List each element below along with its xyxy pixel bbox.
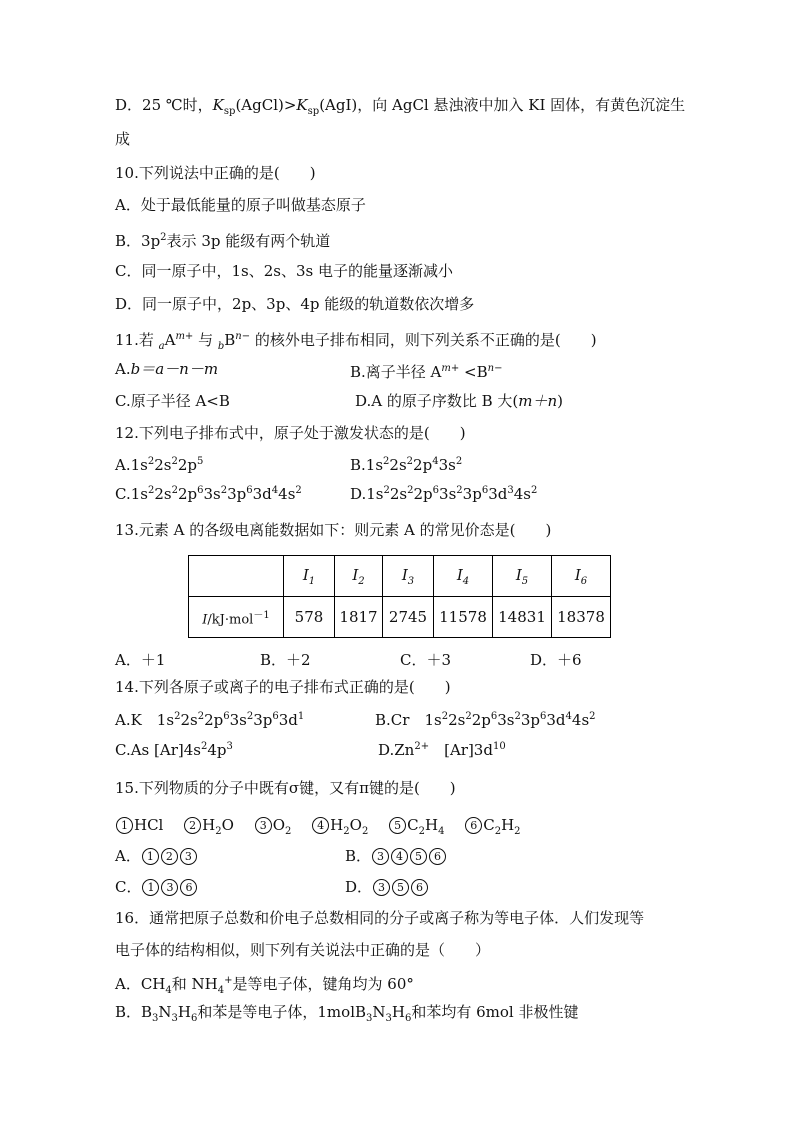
q16-option-a: A．$CH_4$和 $NH_4^+$是等电子体，键角均为 60° bbox=[115, 975, 414, 996]
q10-option-c: C．同一原子中，1s、2s、3s 电子的能量逐渐减小 bbox=[115, 262, 453, 280]
q11-option-d: D.A 的原子序数比 B 大(m＋n) bbox=[355, 392, 564, 410]
table-cell: 18378 bbox=[552, 597, 611, 638]
q14-option-b: B.Cr $1s^22s^22p^63s^23p^63d^44s^2$ bbox=[375, 711, 596, 729]
q13-stem: 13.元素 A 的各级电离能数据如下：则元素 A 的常见价态是( ) bbox=[115, 521, 552, 539]
table-header-cell: $I_1$ bbox=[284, 556, 335, 597]
q12-option-a: $A.1s^22s^22p^5$ bbox=[115, 456, 204, 474]
table-cell: 14831 bbox=[493, 597, 552, 638]
circled-number: 1 bbox=[116, 817, 133, 834]
table-header-cell: $I_2$ bbox=[335, 556, 383, 597]
q15-option-b: B． 3 4 5 6 bbox=[345, 846, 447, 866]
circled-number: 6 bbox=[465, 817, 482, 834]
q12-option-d: $D.1s^22s^22p^63s^23p^63d^34s^2$ bbox=[350, 485, 538, 503]
q15-option-c: C． 1 3 6 bbox=[115, 877, 198, 897]
q9-option-d-cont: 成 bbox=[115, 130, 131, 148]
q12-option-c: $C.1s^22s^22p^63s^23p^63d^44s^2$ bbox=[115, 485, 302, 503]
q12-stem: 12.下列电子排布式中，原子处于激发状态的是( ) bbox=[115, 424, 466, 442]
q14-option-a: A.K $1s^22s^22p^63s^23p^63d^1$ bbox=[115, 711, 305, 729]
circled-number: 5 bbox=[389, 817, 406, 834]
table-corner-cell bbox=[189, 556, 284, 597]
q10-option-a: A．处于最低能量的原子叫做基态原子 bbox=[115, 196, 366, 214]
ionization-energy-table bbox=[188, 555, 611, 638]
q10-stem: 10.下列说法中正确的是( ) bbox=[115, 164, 316, 182]
table-header-cell: $I_4$ bbox=[434, 556, 493, 597]
circled-number: 3 bbox=[255, 817, 272, 834]
q13-option-a: A．＋1 bbox=[115, 651, 166, 669]
q15-option-a: A． 1 2 3 bbox=[115, 846, 198, 866]
q16-stem-line-2: 电子体的结构相似，则下列有关说法中正确的是（ ） bbox=[115, 941, 491, 959]
q15-option-d: D． 3 5 6 bbox=[345, 877, 429, 897]
q16-stem-line-1: 16．通常把原子总数和价电子总数相同的分子或离子称为等电子体．人们发现等 bbox=[115, 909, 645, 927]
table-cell: 11578 bbox=[434, 597, 493, 638]
q13-option-d: D．＋6 bbox=[530, 651, 582, 669]
q12-option-b: $B.1s^22s^22p^43s^2$ bbox=[350, 456, 463, 474]
q11-stem: 11.若 $_aA^{m+}$ 与 $_bB^{n-}$ 的核外电子排布相同，则下列关系不正确的是( ) bbox=[115, 331, 597, 352]
table-row bbox=[189, 597, 611, 638]
q13-option-c: C．＋3 bbox=[400, 651, 452, 669]
q15-stem: 15.下列物质的分子中既有σ键，又有π键的是( ) bbox=[115, 779, 456, 797]
circled-number: 2 bbox=[184, 817, 201, 834]
q11-option-b: B.离子半径 $A^{m+} <B^{n-}$ bbox=[350, 363, 503, 381]
table-cell: 578 bbox=[284, 597, 335, 638]
q11-option-c: C.原子半径 A<B bbox=[115, 392, 230, 410]
table-cell: 2745 bbox=[383, 597, 434, 638]
table-header-cell: $I_5$ bbox=[493, 556, 552, 597]
q16-option-b: B．$B_3N_3H_6$和苯是等电子体，$1molB_3N_3H_6$和苯均有 6mol 非极性键 bbox=[115, 1003, 579, 1024]
q10-option-d: D．同一原子中，2p、3p、4p 能级的轨道数依次增多 bbox=[115, 295, 475, 313]
q14-option-d: $D.Zn^{2+}$ $[Ar]3d^{10}$ bbox=[378, 741, 506, 759]
q10-option-b: B．$3p^2$表示 3p 能级有两个轨道 bbox=[115, 232, 331, 250]
table-header-row bbox=[189, 556, 611, 597]
q14-option-c: C.As $[Ar]4s^24p^3$ bbox=[115, 741, 233, 759]
q9-option-d: D．25 ℃时，$K_{sp}(AgCl)>K_{sp}(AgI)$，向 AgCl 悬浊液中加入 KI 固体，有黄色沉淀生 bbox=[115, 96, 686, 117]
table-row-label: I/kJ·mol$^{-1}$ bbox=[189, 597, 284, 638]
q11-option-a: A.b＝a－n－m bbox=[115, 360, 219, 378]
table-cell: 1817 bbox=[335, 597, 383, 638]
table-header-cell: $I_3$ bbox=[383, 556, 434, 597]
q15-substance-list: 1 HCl 2 $H_2O$ 3 $O_2$ 4 $H_2O_2$ 5 $C_2H_4$ 6 $C_2H_2$ bbox=[115, 815, 521, 842]
table-header-cell: $I_6$ bbox=[552, 556, 611, 597]
q13-option-b: B．＋2 bbox=[260, 651, 311, 669]
q14-stem: 14.下列各原子或离子的电子排布式正确的是( ) bbox=[115, 678, 451, 696]
circled-number: 4 bbox=[312, 817, 329, 834]
